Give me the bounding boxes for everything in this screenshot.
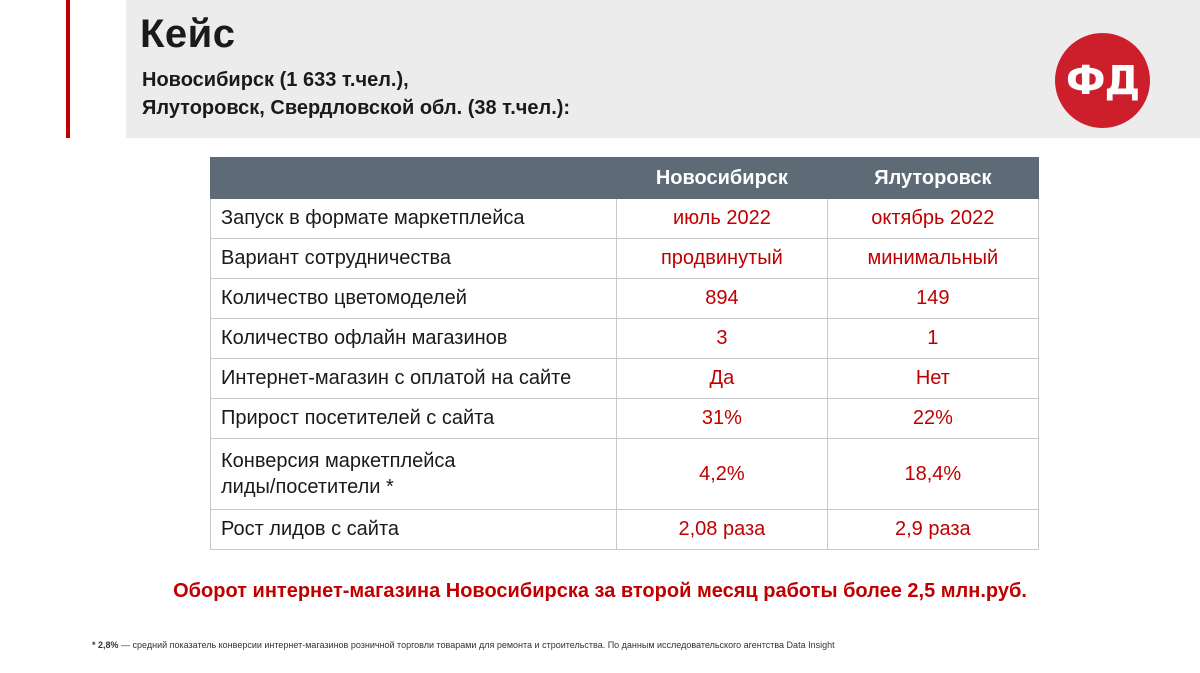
row-label: Интернет-магазин с оплатой на сайте bbox=[211, 359, 617, 399]
value-yalutorovsk: минимальный bbox=[827, 239, 1038, 279]
value-novosibirsk: 894 bbox=[617, 279, 828, 319]
header-cell-novosibirsk: Новосибирск bbox=[617, 158, 828, 199]
row-label: Прирост посетителей с сайта bbox=[211, 399, 617, 439]
value-novosibirsk: 4,2% bbox=[617, 439, 828, 510]
table-row bbox=[211, 399, 1039, 439]
value-yalutorovsk: 18,4% bbox=[827, 439, 1038, 510]
table-row bbox=[211, 359, 1039, 399]
value-yalutorovsk: 149 bbox=[827, 279, 1038, 319]
case-comparison-table bbox=[210, 157, 1039, 550]
row-label: Запуск в формате маркетплейса bbox=[211, 199, 617, 239]
footnote bbox=[92, 640, 835, 650]
value-yalutorovsk: 2,9 раза bbox=[827, 510, 1038, 550]
header-cell-yalutorovsk: Ялуторовск bbox=[827, 158, 1038, 199]
accent-bar bbox=[66, 0, 70, 138]
row-label: Количество цветомоделей bbox=[211, 279, 617, 319]
value-novosibirsk: 3 bbox=[617, 319, 828, 359]
table-row bbox=[211, 510, 1039, 550]
highlight-statement: Оборот интернет-магазина Новосибирска за второй месяц работы более 2,5 млн.руб. bbox=[173, 580, 1027, 602]
value-yalutorovsk: 22% bbox=[827, 399, 1038, 439]
table-row bbox=[211, 199, 1039, 239]
footnote-key: * 2,8% bbox=[92, 640, 119, 650]
subtitle-line-2: Ялуторовск, Свердловской обл. (38 т.чел.): bbox=[142, 97, 571, 119]
table-header-row bbox=[211, 158, 1039, 199]
table-row bbox=[211, 279, 1039, 319]
table-row bbox=[211, 439, 1039, 510]
row-label: Количество офлайн магазинов bbox=[211, 319, 617, 359]
fd-logo: ФД bbox=[1055, 33, 1150, 128]
value-novosibirsk: 31% bbox=[617, 399, 828, 439]
table-row bbox=[211, 319, 1039, 359]
row-label-line-1: Конверсия маркетплейса bbox=[221, 450, 456, 472]
value-novosibirsk: Да bbox=[617, 359, 828, 399]
value-yalutorovsk: 1 bbox=[827, 319, 1038, 359]
page-subtitle bbox=[142, 66, 570, 122]
row-label: Рост лидов с сайта bbox=[211, 510, 617, 550]
row-label: Вариант сотрудничества bbox=[211, 239, 617, 279]
header-cell-empty bbox=[211, 158, 617, 199]
value-yalutorovsk: октябрь 2022 bbox=[827, 199, 1038, 239]
row-label-line-2: лиды/посетители * bbox=[221, 476, 394, 498]
subtitle-line-1: Новосибирск (1 633 т.чел.), bbox=[142, 69, 409, 91]
page-title: Кейс bbox=[140, 12, 236, 56]
value-yalutorovsk: Нет bbox=[827, 359, 1038, 399]
value-novosibirsk: продвинутый bbox=[617, 239, 828, 279]
table-row bbox=[211, 239, 1039, 279]
row-label bbox=[211, 439, 617, 510]
value-novosibirsk: 2,08 раза bbox=[617, 510, 828, 550]
footnote-text: — средний показатель конверсии интернет-магазинов розничной торговли товарами для ремонта и строительства. По данным исследовательского агентства Data Insight bbox=[118, 640, 835, 650]
value-novosibirsk: июль 2022 bbox=[617, 199, 828, 239]
